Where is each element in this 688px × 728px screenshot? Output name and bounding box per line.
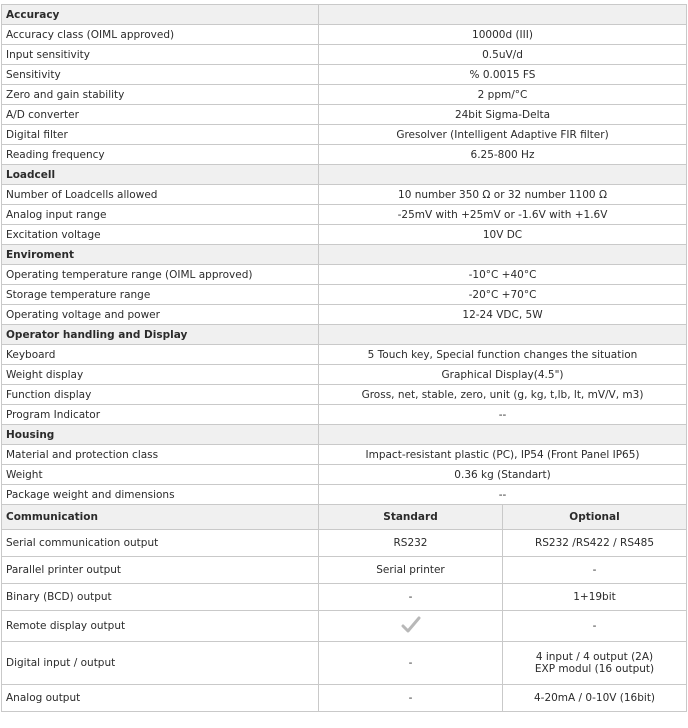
spec-label: Excitation voltage xyxy=(2,225,319,245)
section-title: Enviroment xyxy=(2,245,319,265)
spec-value: Impact-resistant plastic (PC), IP54 (Front Panel IP65) xyxy=(319,445,687,465)
standard-value xyxy=(319,611,503,642)
table-row xyxy=(2,285,687,305)
table-row xyxy=(2,185,687,205)
optional-value: 4-20mA / 0-10V (16bit) xyxy=(503,685,687,712)
table-row xyxy=(2,685,687,712)
table-row xyxy=(2,145,687,165)
spec-value: -25mV with +25mV or -1.6V with +1.6V xyxy=(319,205,687,225)
section-header-enviroment xyxy=(2,245,687,265)
spec-label: Reading frequency xyxy=(2,145,319,165)
spec-value: -10°C +40°C xyxy=(319,265,687,285)
optional-value-line: 4 input / 4 output (2A) xyxy=(535,651,654,663)
optional-value: - xyxy=(503,611,687,642)
section-header-accuracy xyxy=(2,5,687,25)
spec-value: -- xyxy=(319,405,687,425)
spec-label: Zero and gain stability xyxy=(2,85,319,105)
spec-label: Parallel printer output xyxy=(2,557,319,584)
spec-value: 0.36 kg (Standart) xyxy=(319,465,687,485)
optional-value: 1+19bit xyxy=(503,584,687,611)
table-row xyxy=(2,45,687,65)
table-row xyxy=(2,385,687,405)
standard-value: - xyxy=(319,685,503,712)
spec-label: Weight xyxy=(2,465,319,485)
table-row xyxy=(2,530,687,557)
optional-value xyxy=(503,642,687,685)
section-header-operator-handling-and-display xyxy=(2,325,687,345)
spec-value: 12-24 VDC, 5W xyxy=(319,305,687,325)
table-row xyxy=(2,225,687,245)
spec-label: Binary (BCD) output xyxy=(2,584,319,611)
spec-label: Digital filter xyxy=(2,125,319,145)
table-row xyxy=(2,205,687,225)
spec-value: Gresolver (Intelligent Adaptive FIR filter) xyxy=(319,125,687,145)
section-title: Loadcell xyxy=(2,165,319,185)
spec-value: 2 ppm/°C xyxy=(319,85,687,105)
section-header-blank xyxy=(319,325,687,345)
spec-label: Sensitivity xyxy=(2,65,319,85)
standard-value: RS232 xyxy=(319,530,503,557)
section-header-loadcell xyxy=(2,165,687,185)
column-header-standard: Standard xyxy=(319,505,503,530)
spec-value: Gross, net, stable, zero, unit (g, kg, t,lb, lt, mV/V, m3) xyxy=(319,385,687,405)
spec-value: 0.5uV/d xyxy=(319,45,687,65)
spec-label: Material and protection class xyxy=(2,445,319,465)
section-title: Operator handling and Display xyxy=(2,325,319,345)
table-row xyxy=(2,265,687,285)
spec-label: Function display xyxy=(2,385,319,405)
checkmark-icon xyxy=(401,616,421,637)
section-title: Communication xyxy=(2,505,319,530)
table-row xyxy=(2,485,687,505)
spec-value: 24bit Sigma-Delta xyxy=(319,105,687,125)
spec-value: 5 Touch key, Special function changes the situation xyxy=(319,345,687,365)
spec-label: Analog input range xyxy=(2,205,319,225)
spec-label: Input sensitivity xyxy=(2,45,319,65)
spec-label: Operating voltage and power xyxy=(2,305,319,325)
table-row xyxy=(2,305,687,325)
spec-value: -- xyxy=(319,485,687,505)
table-row xyxy=(2,445,687,465)
spec-value: 10000d (III) xyxy=(319,25,687,45)
standard-value: - xyxy=(319,584,503,611)
section-header-blank xyxy=(319,5,687,25)
spec-label: A/D converter xyxy=(2,105,319,125)
table-row xyxy=(2,584,687,611)
spec-label: Digital input / output xyxy=(2,642,319,685)
table-row xyxy=(2,125,687,145)
optional-value: - xyxy=(503,557,687,584)
spec-table xyxy=(1,4,687,712)
spec-label: Analog output xyxy=(2,685,319,712)
section-header-blank xyxy=(319,425,687,445)
table-row xyxy=(2,405,687,425)
section-header-communication xyxy=(2,505,687,530)
section-title: Housing xyxy=(2,425,319,445)
spec-label: Remote display output xyxy=(2,611,319,642)
standard-value: Serial printer xyxy=(319,557,503,584)
table-row xyxy=(2,557,687,584)
standard-value: - xyxy=(319,642,503,685)
spec-value: % 0.0015 FS xyxy=(319,65,687,85)
spec-label: Keyboard xyxy=(2,345,319,365)
section-header-blank xyxy=(319,245,687,265)
spec-table-body xyxy=(2,5,687,712)
table-row xyxy=(2,642,687,685)
spec-label: Storage temperature range xyxy=(2,285,319,305)
table-row xyxy=(2,611,687,642)
table-row xyxy=(2,345,687,365)
spec-value: 6.25-800 Hz xyxy=(319,145,687,165)
spec-label: Package weight and dimensions xyxy=(2,485,319,505)
table-row xyxy=(2,105,687,125)
column-header-optional: Optional xyxy=(503,505,687,530)
optional-value: RS232 /RS422 / RS485 xyxy=(503,530,687,557)
spec-label: Program Indicator xyxy=(2,405,319,425)
spec-label: Operating temperature range (OIML approved) xyxy=(2,265,319,285)
spec-value: -20°C +70°C xyxy=(319,285,687,305)
spec-value: Graphical Display(4.5") xyxy=(319,365,687,385)
table-row xyxy=(2,25,687,45)
spec-label: Weight display xyxy=(2,365,319,385)
table-row xyxy=(2,465,687,485)
table-row xyxy=(2,65,687,85)
section-title: Accuracy xyxy=(2,5,319,25)
spec-label: Number of Loadcells allowed xyxy=(2,185,319,205)
spec-label: Serial communication output xyxy=(2,530,319,557)
table-row xyxy=(2,365,687,385)
section-header-housing xyxy=(2,425,687,445)
spec-value: 10V DC xyxy=(319,225,687,245)
table-row xyxy=(2,85,687,105)
section-header-blank xyxy=(319,165,687,185)
spec-value: 10 number 350 Ω or 32 number 1100 Ω xyxy=(319,185,687,205)
spec-label: Accuracy class (OIML approved) xyxy=(2,25,319,45)
optional-value-line: EXP modul (16 output) xyxy=(534,663,655,675)
